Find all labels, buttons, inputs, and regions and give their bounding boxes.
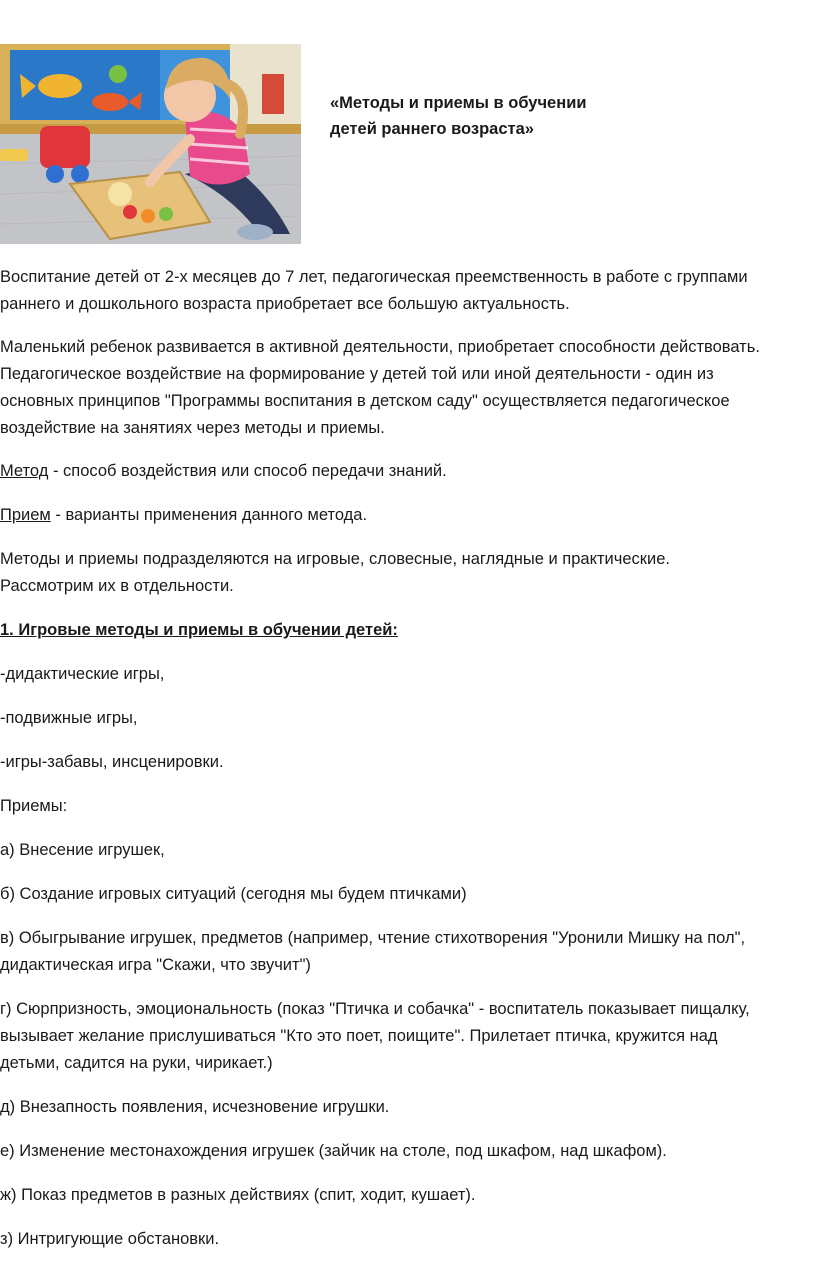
document-body: [0, 264, 816, 1253]
title-line-2: детей раннего возраста»: [330, 120, 534, 138]
title-line-1: «Методы и приемы в обучении: [330, 94, 587, 112]
technique-item-e: е) Изменение местонахождения игрушек (зайчик на столе, под шкафом, над шкафом).: [0, 1142, 667, 1160]
list-item: -подвижные игры,: [0, 709, 138, 727]
technique-item-b: б) Создание игровых ситуаций (сегодня мы будем птичками): [0, 885, 467, 903]
technique-item-a: а) Внесение игрушек,: [0, 841, 165, 859]
section-1-heading: 1. Игровые методы и приемы в обучении детей:: [0, 621, 398, 639]
technique-term: Прием: [0, 506, 51, 524]
technique-item-g: [0, 996, 816, 1077]
technique-item-z: з) Интригующие обстановки.: [0, 1230, 220, 1248]
child-playing-photo: [0, 44, 301, 244]
text-line: детьми, садится на руки, чирикает.): [0, 1054, 273, 1072]
list-item: -игры-забавы, инсценировки.: [0, 753, 224, 771]
technique-text: - варианты применения данного метода.: [50, 506, 368, 524]
technique-item-v: [0, 925, 816, 979]
text-line: раннего и дошкольного возраста приобретает все большую актуальность.: [0, 295, 570, 313]
text-line: Маленький ребенок развивается в активной деятельности, приобретает способности действовать.: [0, 338, 760, 356]
text-line: г) Сюрпризность, эмоциональность (показ "Птичка и собачка" - воспитатель показывает пищалку,: [0, 1000, 750, 1018]
intro-paragraph-2: [0, 334, 816, 442]
method-definition: [0, 458, 816, 485]
technique-definition: [0, 502, 816, 529]
text-line: вызывает желание прислушиваться "Кто это поет, поищите". Прилетает птичка, кружится над: [0, 1027, 718, 1045]
text-line: Рассмотрим их в отдельности.: [0, 577, 234, 595]
text-line: Методы и приемы подразделяются на игровые, словесные, наглядные и практические.: [0, 550, 670, 568]
list-item: -дидактические игры,: [0, 665, 165, 683]
text-line: Воспитание детей от 2-х месяцев до 7 лет, педагогическая преемственность в работе с группами: [0, 268, 748, 286]
text-line: основных принципов "Программы воспитания в детском саду" осуществляется педагогическое: [0, 392, 730, 410]
text-line: Педагогическое воздействие на формирование у детей той или иной деятельности - один из: [0, 365, 714, 383]
child-playing-illustration: [0, 44, 301, 244]
classification-paragraph: [0, 546, 816, 600]
document-title: [330, 90, 690, 142]
intro-paragraph-1: [0, 264, 816, 318]
text-line: дидактическая игра "Скажи, что звучит"): [0, 956, 311, 974]
text-line: в) Обыгрывание игрушек, предметов (например, чтение стихотворения "Уронили Мишку на пол",: [0, 929, 746, 947]
method-text: - способ воздействия или способ передачи знаний.: [48, 462, 447, 480]
techniques-label: Приемы:: [0, 797, 68, 815]
technique-item-zh: ж) Показ предметов в разных действиях (спит, ходит, кушает).: [0, 1186, 476, 1204]
technique-item-d: д) Внезапность появления, исчезновение игрушки.: [0, 1098, 390, 1116]
text-line: воздействие на занятиях через методы и приемы.: [0, 419, 385, 437]
method-term: Метод: [0, 462, 49, 480]
